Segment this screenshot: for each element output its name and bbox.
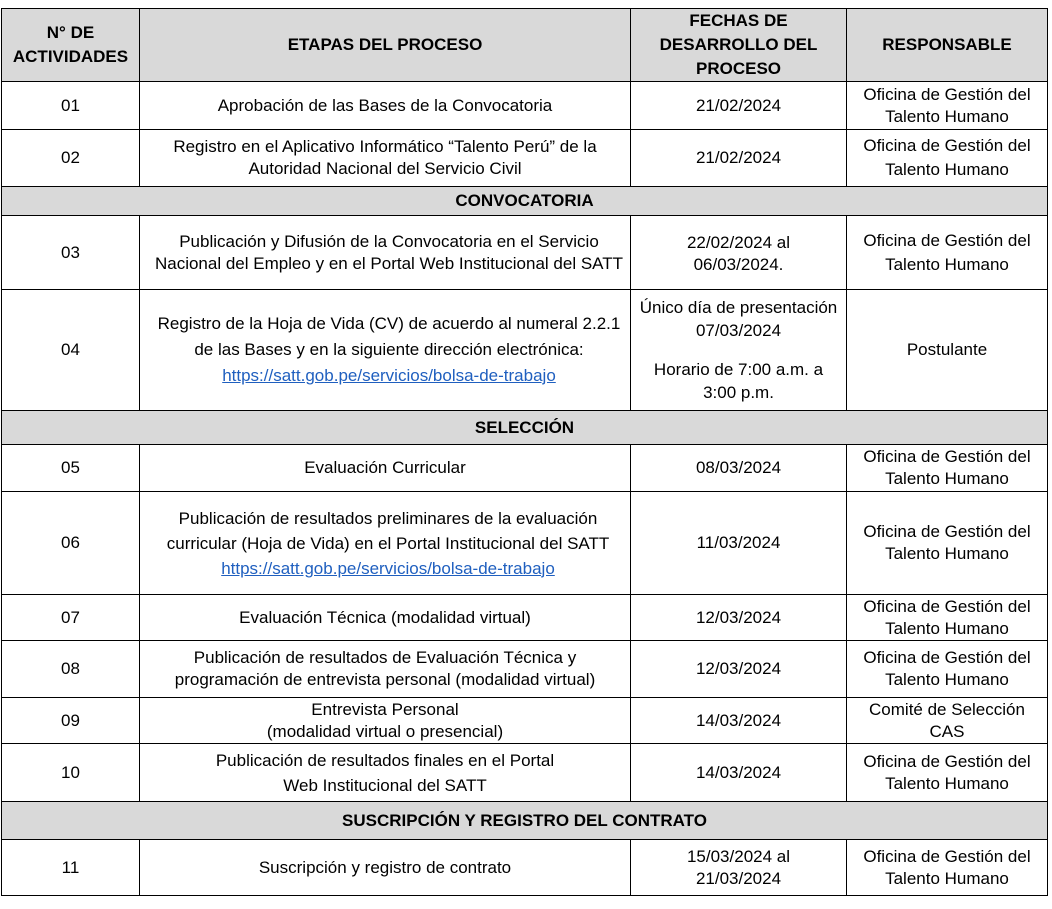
row-horario: Horario de 7:00 a.m. a 3:00 p.m. [653,360,824,402]
row-etapa-text: Publicación de resultados preliminares de la evaluación curricular (Hoja de Vida) en el Portal Institucional del SATT [166,508,610,553]
row-fecha [631,290,847,411]
row-etapa: Evaluación Curricular [140,445,631,492]
row-fecha: 15/03/2024 al 21/03/2024 [631,840,847,896]
row-num: 10 [2,744,140,802]
section-row-seleccion [2,411,1048,445]
row-responsable: Oficina de Gestión del Talento Humano [847,641,1048,698]
section-seleccion: SELECCIÓN [2,411,1048,445]
row-responsable: Oficina de Gestión del Talento Humano [847,744,1048,802]
schedule-table [1,8,1048,896]
row-num: 09 [2,698,140,744]
section-convocatoria: CONVOCATORIA [2,187,1048,216]
row-responsable: Oficina de Gestión del Talento Humano [847,82,1048,130]
table-row [2,595,1048,641]
row-num: 03 [2,216,140,290]
row-responsable: Oficina de Gestión del Talento Humano [847,840,1048,896]
row-fecha: 14/03/2024 [631,698,847,744]
row-etapa-note: (modalidad virtual o presencial) [266,721,504,741]
row-num: 01 [2,82,140,130]
table-row [2,130,1048,187]
header-etapas: ETAPAS DEL PROCESO [140,9,631,82]
row-fecha: 21/02/2024 [631,130,847,187]
row-responsable: Comité de Selección CAS [847,698,1048,744]
table-row [2,82,1048,130]
table-row [2,840,1048,896]
row-etapa: Publicación y Difusión de la Convocatoria en el Servicio Nacional del Empleo y en el Portal Web Institucional del SATT [140,216,631,290]
row-responsable: Oficina de Gestión del Talento Humano [847,216,1048,290]
row-etapa-text: Entrevista Personal [311,699,459,719]
row-num: 06 [2,492,140,595]
row-num: 07 [2,595,140,641]
row-etapa-text: Registro de la Hoja de Vida (CV) de acuerdo al numeral 2.2.1 de las Bases y en la siguiente dirección electrónica: [157,314,621,359]
bolsa-de-trabajo-link[interactable]: https://satt.gob.pe/servicios/bolsa-de-trabajo [221,558,555,578]
row-etapa: Publicación de resultados de Evaluación Técnica y programación de entrevista personal (modalidad virtual) [140,641,631,698]
row-fecha: 11/03/2024 [631,492,847,595]
row-responsable: Oficina de Gestión del Talento Humano [847,492,1048,595]
row-fecha: 21/02/2024 [631,82,847,130]
row-fecha: 12/03/2024 [631,595,847,641]
row-responsable: Oficina de Gestión del Talento Humano [847,595,1048,641]
row-num: 08 [2,641,140,698]
header-num: N° DE ACTIVIDADES [2,9,140,82]
section-suscripcion: SUSCRIPCIÓN Y REGISTRO DEL CONTRATO [2,802,1048,840]
row-responsable: Postulante [847,290,1048,411]
bolsa-de-trabajo-link[interactable]: https://satt.gob.pe/servicios/bolsa-de-trabajo [222,366,556,385]
section-row-suscripcion [2,802,1048,840]
header-responsable: RESPONSABLE [847,9,1048,82]
row-responsable: Oficina de Gestión del Talento Humano [847,445,1048,492]
row-etapa [140,698,631,744]
row-etapa [140,290,631,411]
table-row [2,698,1048,744]
row-etapa: Aprobación de las Bases de la Convocatoria [140,82,631,130]
table-row [2,641,1048,698]
row-etapa: Registro en el Aplicativo Informático “Talento Perú” de la Autoridad Nacional del Servicio Civil [140,130,631,187]
row-num: 11 [2,840,140,896]
row-etapa [140,492,631,595]
table-row [2,492,1048,595]
header-fechas: FECHAS DE DESARROLLO DEL PROCESO [631,9,847,82]
row-fecha: 14/03/2024 [631,744,847,802]
row-fecha: 22/02/2024 al 06/03/2024. [631,216,847,290]
row-etapa: Suscripción y registro de contrato [140,840,631,896]
row-etapa: Publicación de resultados finales en el Portal Web Institucional del SATT [140,744,631,802]
table-header [2,9,1048,82]
row-fecha-text: Único día de presentación 07/03/2024 [639,298,838,340]
table-row [2,290,1048,411]
row-fecha: 08/03/2024 [631,445,847,492]
section-row-convocatoria [2,187,1048,216]
row-num: 02 [2,130,140,187]
row-num: 04 [2,290,140,411]
row-etapa: Evaluación Técnica (modalidad virtual) [140,595,631,641]
row-responsable: Oficina de Gestión del Talento Humano [847,130,1048,187]
table-row [2,445,1048,492]
table-row [2,744,1048,802]
row-fecha: 12/03/2024 [631,641,847,698]
table-row [2,216,1048,290]
row-num: 05 [2,445,140,492]
